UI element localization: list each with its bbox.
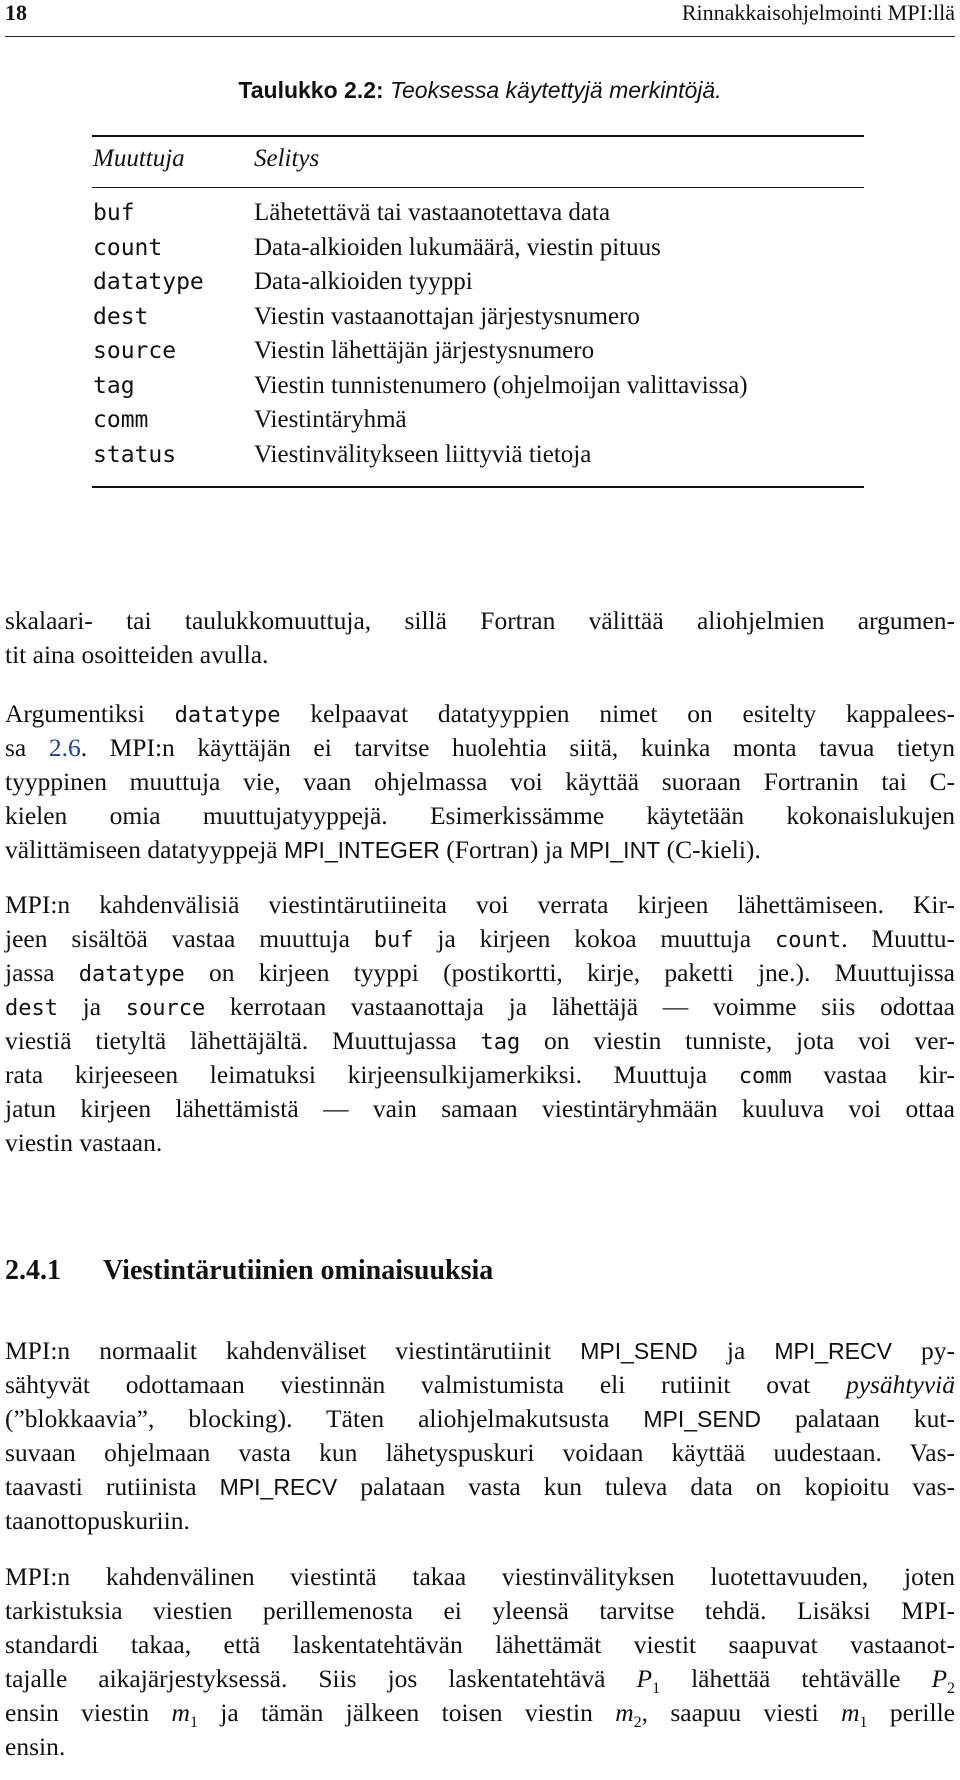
math-variable: P: [931, 1664, 948, 1693]
section-reference-link[interactable]: 2.6: [48, 733, 81, 762]
text-span: ja: [697, 1336, 775, 1365]
text-line: [5, 990, 955, 1024]
inline-code: MPI_INTEGER: [283, 837, 440, 863]
paragraph-1: [5, 604, 955, 672]
text-line: [5, 1334, 955, 1368]
math-variable: m: [171, 1698, 190, 1727]
table-caption: [0, 76, 960, 104]
text-line: MPI:n kahdenvälinen viestintä takaa viestinvälityksen luotettavuuden, joten: [5, 1562, 955, 1591]
text-span: sa: [5, 733, 49, 762]
table-cell-variable: tag: [93, 372, 135, 399]
text-line: [5, 833, 955, 867]
table-cell-variable: status: [93, 441, 177, 468]
inline-code: MPI_RECV: [774, 1338, 892, 1364]
math-subscript: 1: [859, 1714, 868, 1732]
text-line: [5, 731, 955, 765]
text-span: palataan kut-: [760, 1404, 955, 1433]
inline-code: MPI_SEND: [580, 1338, 698, 1364]
text-span: sähtyvät odottamaan viestinnän valmistumista eli rutiinit ovat: [5, 1370, 846, 1399]
inline-code: tag: [480, 1030, 521, 1055]
text-span: kelpaavat datatyyppien nimet on esitelty kappalees-: [280, 699, 955, 728]
inline-code: MPI_RECV: [219, 1474, 338, 1500]
text-line: tit aina osoitteiden avulla.: [5, 640, 269, 669]
math-variable: m: [841, 1698, 860, 1727]
inline-code: datatype: [174, 703, 281, 728]
text-span: MPI:n normaalit kahdenväliset viestintärutiinit: [5, 1336, 581, 1365]
text-span: viestiä tietyltä lähettäjältä. Muuttujassa: [5, 1026, 481, 1055]
emphasis: pysähtyviä: [845, 1370, 955, 1399]
text-line: tarkistuksia viestien perillemenosta ei yleensä tarvitse tehdä. Lisäksi MPI-: [5, 1596, 955, 1625]
table-caption-text: Teoksessa käytettyjä merkintöjä.: [390, 77, 722, 103]
inline-code: buf: [373, 928, 414, 953]
table-cell-description: Viestin tunnistenumero (ohjelmoijan valittavissa): [254, 371, 748, 399]
math-subscript: 1: [189, 1714, 198, 1732]
paragraph-5: [5, 1560, 955, 1764]
text-span: Argumentiksi: [5, 699, 175, 728]
text-span: vastaa kir-: [791, 1060, 955, 1089]
table-cell-description: Viestin vastaanottajan järjestysnumero: [254, 302, 640, 330]
paragraph-2: [5, 697, 955, 867]
table-top-rule: [92, 135, 864, 137]
text-span: ensin viestin: [5, 1698, 172, 1727]
math-variable: m: [615, 1698, 634, 1727]
text-span: ja tämän jälkeen toisen viestin: [197, 1698, 616, 1727]
table-cell-variable: count: [93, 234, 163, 261]
inline-code: source: [125, 996, 206, 1021]
text-span: palataan vasta kun tuleva data on kopioitu vas-: [337, 1472, 955, 1501]
text-span: on kirjeen tyyppi (postikortti, kirje, paketti jne.). Muuttujissa: [184, 958, 955, 987]
text-line: standardi takaa, että laskentatehtävän lähettämät viestit saapuvat vastaanot-: [5, 1630, 955, 1659]
inline-code: comm: [738, 1064, 792, 1089]
section-number: 2.4.1: [5, 1255, 61, 1286]
table-header-variable: Muuttuja: [93, 145, 185, 172]
section-heading: [5, 1253, 493, 1289]
table-cell-description: Viestintäryhmä: [254, 406, 407, 433]
inline-code: count: [774, 928, 842, 953]
text-line: [5, 1470, 955, 1504]
section-title: Viestintärutiinien ominaisuuksia: [103, 1255, 494, 1286]
table-cell-description: Viestinvälitykseen liittyviä tietoja: [254, 440, 592, 468]
table-cell-description: Data-alkioiden lukumäärä, viestin pituus: [254, 233, 661, 261]
running-header: [5, 0, 955, 26]
text-span: py-: [891, 1336, 955, 1365]
table-cell-description: Data-alkioiden tyyppi: [254, 268, 473, 295]
table-cell-description: Viestin lähettäjän järjestysnumero: [254, 337, 595, 364]
math-variable: P: [636, 1664, 653, 1693]
text-line: [5, 1402, 955, 1436]
text-line: [5, 1368, 955, 1402]
text-span: . Muuttu-: [841, 924, 956, 953]
math-subscript: 1: [652, 1680, 661, 1698]
text-span: (C-kieli).: [660, 835, 761, 864]
page-number: 18: [5, 0, 27, 25]
paragraph-4: [5, 1334, 955, 1538]
text-span: rata kirjeeseen leimatuksi kirjeensulkijamerkiksi. Muuttuja: [5, 1060, 739, 1089]
paragraph-3: [5, 888, 955, 1160]
text-span: välittämiseen datatyyppejä: [5, 835, 284, 864]
text-line: tyyppinen muuttuja vie, vaan ohjelmassa voi käyttää suoraan Fortranin tai C-: [5, 767, 955, 796]
text-span: (Fortran) ja: [439, 835, 570, 864]
inline-code: dest: [5, 996, 58, 1021]
math-subscript: 2: [633, 1714, 642, 1732]
text-line: [5, 697, 955, 731]
text-span: jeen sisältöä vastaa muuttuja: [5, 924, 374, 953]
text-line: jatun kirjeen lähettämistä — vain samaan viestintäryhmään kuuluva voi ottaa: [5, 1094, 955, 1123]
text-span: , saapuu viesti: [641, 1698, 842, 1727]
table-cell-variable: comm: [93, 407, 149, 433]
text-span: . MPI:n käyttäjän ei tarvitse huolehtia siitä, kuinka monta tavua tietyn: [80, 733, 955, 762]
text-span: on viestin tunniste, jota voi ver-: [520, 1026, 955, 1055]
text-line: [5, 1696, 955, 1730]
text-line: viestin vastaan.: [5, 1128, 163, 1157]
text-span: (”blokkaavia”, blocking). Täten aliohjelmakutsusta: [5, 1404, 644, 1433]
text-line: suvaan ohjelmaan vasta kun lähetyspuskuri voidaan käyttää uudestaan. Vas-: [5, 1438, 955, 1467]
inline-code: datatype: [78, 962, 185, 987]
text-line: [5, 956, 955, 990]
running-title: Rinnakkaisohjelmointi MPI:llä: [681, 0, 955, 25]
table-header-description: Selitys: [254, 145, 320, 172]
table-cell-variable: buf: [93, 200, 135, 226]
text-span: perille: [867, 1698, 955, 1727]
text-span: ja kirjeen kokoa muuttuja: [413, 924, 775, 953]
table-caption-label: Taulukko 2.2:: [238, 77, 384, 103]
text-line: [5, 922, 955, 956]
text-line: MPI:n kahdenvälisiä viestintärutiineita voi verrata kirjeen lähettämiseen. Kir-: [5, 890, 955, 919]
table-cell-variable: datatype: [93, 269, 204, 295]
text-line: taanottopuskuriin.: [5, 1506, 190, 1535]
inline-code: MPI_INT: [569, 837, 661, 863]
text-span: lähettää tehtävälle: [660, 1664, 932, 1693]
table-cell-description: Lähetettävä tai vastaanotettava data: [254, 199, 611, 226]
header-rule: [5, 36, 955, 37]
text-line: [5, 1662, 955, 1696]
text-line: kielen omia muuttujatyyppejä. Esimerkissämme käytetään kokonaislukujen: [5, 801, 955, 830]
text-line: [5, 1024, 955, 1058]
text-line: [5, 1058, 955, 1092]
table-header-rule: [92, 187, 864, 188]
table-cell-variable: dest: [93, 303, 149, 330]
text-span: kerrotaan vastaanottaja ja lähettäjä — voimme siis odottaa: [205, 992, 955, 1021]
text-span: ja: [57, 992, 126, 1021]
table-bottom-rule: [92, 486, 864, 488]
text-span: jassa: [5, 958, 79, 987]
table-cell-variable: source: [93, 338, 177, 364]
inline-code: MPI_SEND: [643, 1406, 761, 1432]
text-span: taavasti rutiinista: [5, 1472, 220, 1501]
text-span: tajalle aikajärjestyksessä. Siis jos laskentatehtävä: [5, 1664, 637, 1693]
text-line: ensin.: [5, 1732, 66, 1761]
text-line: skalaari- tai taulukkomuuttuja, sillä Fortran välittää aliohjelmien argumen-: [5, 606, 955, 635]
math-subscript: 2: [947, 1680, 956, 1698]
